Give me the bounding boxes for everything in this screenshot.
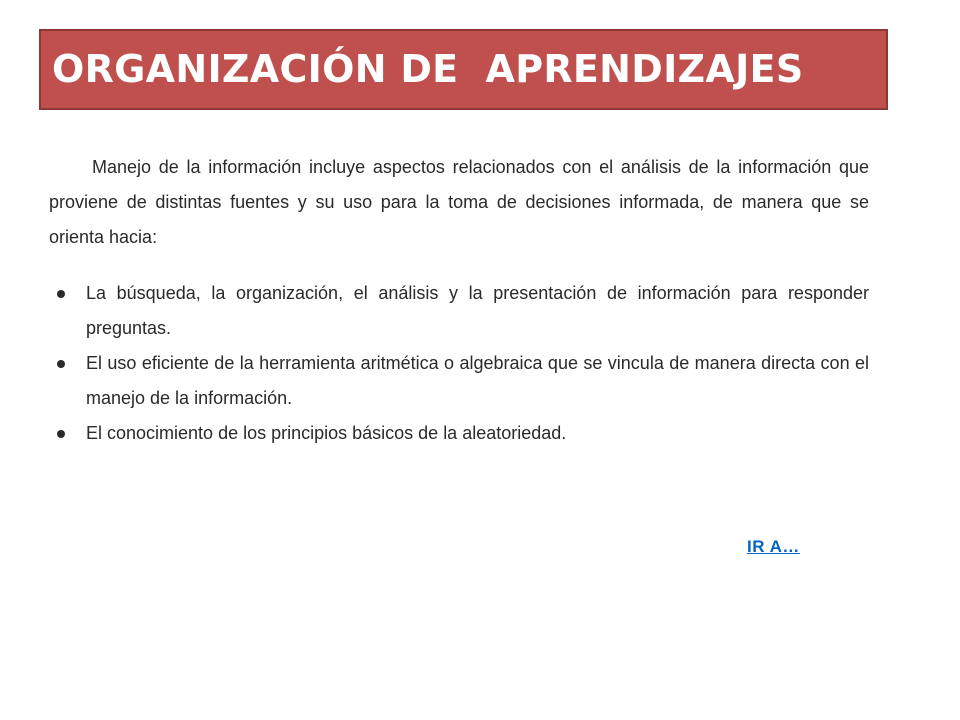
title-banner [39, 29, 888, 110]
bullet-text: La búsqueda, la organización, el análisis y la presentación de información para responder preguntas. [86, 283, 869, 338]
bullet-icon [57, 430, 65, 438]
bullet-text: El uso eficiente de la herramienta aritmética o algebraica que se vincula de manera directa con el manejo de la información. [86, 353, 869, 408]
bullet-item [49, 346, 869, 416]
slide-title: ORGANIZACIÓN DE APRENDIZAJES [52, 47, 804, 91]
intro-paragraph: Manejo de la información incluye aspectos relacionados con el análisis de la información que proviene de distintas fuentes y su uso para la toma de decisiones informada, de manera que se orienta hacia: [49, 157, 869, 247]
bullet-icon [57, 360, 65, 368]
content-area [49, 150, 869, 451]
bullet-icon [57, 290, 65, 298]
bullet-item [49, 276, 869, 346]
bullet-item [49, 416, 869, 451]
bullet-text: El conocimiento de los principios básicos de la aleatoriedad. [86, 423, 567, 443]
bullet-list [49, 276, 869, 451]
go-to-link[interactable]: IR A… [747, 537, 800, 556]
